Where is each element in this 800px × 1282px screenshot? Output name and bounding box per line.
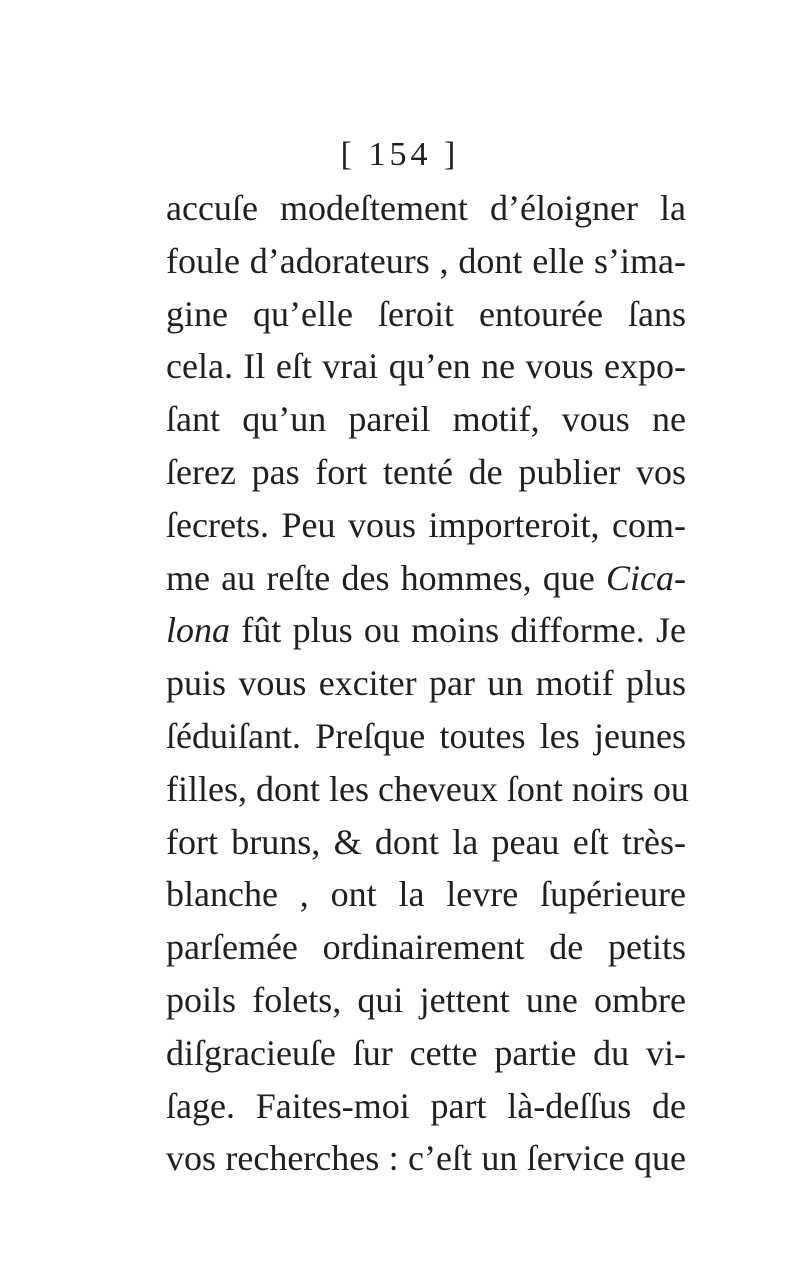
text-line-11: ſéduiſant. Preſque toutes les jeunes [166, 715, 686, 756]
text-line-18: ſage. Faites-moi part là-deſſus de [166, 1085, 686, 1126]
text-line-8 [166, 552, 686, 605]
text-line-8-roman: me au reſte des hommes, que [166, 557, 595, 598]
page-number: [ 154 ] [340, 136, 460, 173]
text-line-13: fort bruns, & dont la peau eſt très- [166, 821, 686, 862]
text-line-4: cela. Il eſt vrai qu’en ne vous expo- [166, 346, 686, 387]
text-line-3: gine qu’elle ſeroit entourée ſans [166, 293, 686, 334]
text-line-9 [166, 604, 686, 657]
text-line-16: poils folets, qui jettent une ombre [166, 979, 686, 1020]
text-line-15: parſemée ordinairement de petits [166, 927, 686, 968]
text-line-12: filles, dont les cheveux ſont noirs ou [166, 768, 689, 809]
text-line-14: blanche , ont la levre ſupérieure [166, 874, 686, 915]
text-line-10: puis vous exciter par un motif plus [166, 663, 686, 704]
italic-name-part1: Cica- [606, 557, 687, 598]
text-line-7: ſecrets. Peu vous importeroit, com- [166, 504, 686, 545]
text-line-1: accuſe modeſtement d’éloigner la [166, 188, 686, 228]
text-line-9-roman: fût plus ou moins difforme. Je [241, 610, 686, 651]
body-text [166, 182, 689, 1185]
text-line-19: vos recherches : c’eſt un ſervice que [166, 1138, 686, 1179]
text-line-5: ſant qu’un pareil motif, vous ne [166, 399, 686, 440]
italic-name-part2: lona [166, 610, 231, 651]
text-line-2: foule d’adorateurs , dont elle s’ima- [166, 240, 686, 281]
text-line-17: diſgracieuſe ſur cette partie du vi- [166, 1032, 686, 1073]
text-line-6: ſerez pas fort tenté de publier vos [166, 451, 686, 492]
